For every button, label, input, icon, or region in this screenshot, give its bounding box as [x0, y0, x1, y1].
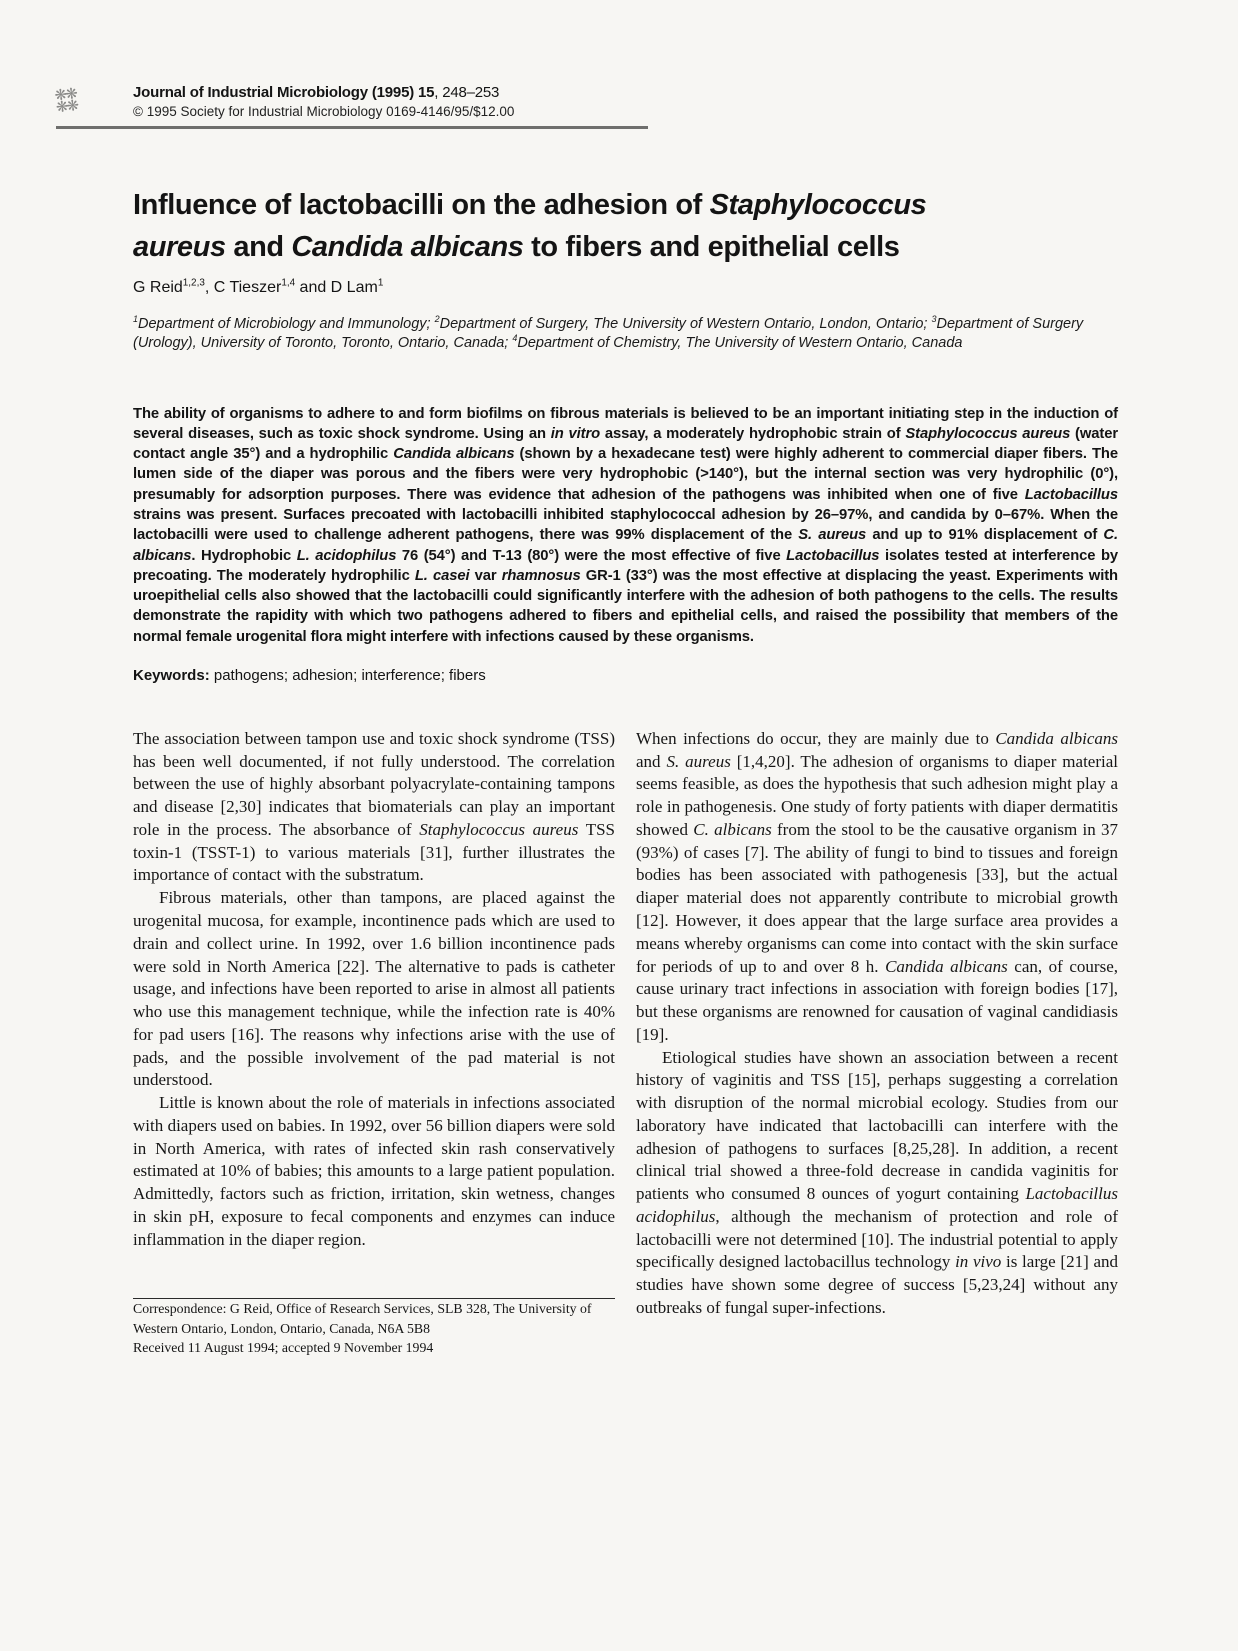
body-paragraph: Little is known about the role of materials in infections associated with diapers used on babies. In 1992, over 56 billion diapers were sold in North America, with rates of infected skin rash conservatively estimated at 10% of babies; this amounts to a large patient population. Admittedly, factors such as friction, irritation, skin wetness, changes in skin pH, exposure to fecal components and enzymes can induce inflammation in the diaper region. — [133, 1093, 615, 1249]
left-column — [133, 728, 615, 1358]
keywords-label: Keywords: — [133, 666, 210, 684]
abstract: The ability of organisms to adhere to and form biofilms on fibrous materials is believed to be an important initiating step in the induction of several diseases, such as toxic shock syndrome. Using an in vitro assay, a moderately hydrophobic strain of Staphylococcus aureus (water contact angle 35°) and a hydrophilic Candida albicans (shown by a hexadecane test) were highly adherent to commercial diaper fibers. The lumen side of the diaper was porous and the fibers were very hydrophobic (>140°), but the internal section was very hydrophilic (0°), presumably for adsorption purposes. There was evidence that adhesion of the pathogens was inhibited when one of five Lactobacillus strains was present. Surfaces precoated with lactobacilli inhibited staphylococcal adhesion by 26–97%, and candida by 0–67%. When the lactobacilli were used to challenge adherent pathogens, there was 99% displacement of the S. aureus and up to 91% displacement of C. albicans. Hydrophobic L. acidophilus 76 (54°) and T-13 (80°) were the most effective of five Lactobacillus isolates tested at interference by precoating. The moderately hydrophilic L. casei var rhamnosus GR-1 (33°) was the most effective at displacing the yeast. Experiments with uroepithelial cells also showed that the lactobacilli could significantly interfere with the adhesion of both pathogens to the cells. The results demonstrate the rapidity with which two pathogens adhered to fibers and epithelial cells, and raised the possibility that members of the normal female urogenital flora might interfere with infections caused by these organisms. — [133, 405, 1119, 645]
body-paragraph: The association between tampon use and toxic shock syndrome (TSS) has been well documented, if not fully understood. The correlation between the use of highly absorbant polyacrylate-containing tampons and disease [2,30] indicates that biomaterials can play an important role in the process. The absorbance of Staphylococcus aureus TSS toxin-1 (TSST-1) to various materials [31], further illustrates the importance of contact with the substratum. — [133, 728, 616, 885]
keywords-text: pathogens; adhesion; interference; fibers — [213, 666, 486, 684]
footnote-text: Correspondence: G Reid, Office of Research Services, SLB 328, The University of Western Ontario, London, Ontario, Canada, N6A 5B8 Received 11 August 1994; accepted 9 November 1994 — [133, 1301, 592, 1356]
journal-citation: Journal of Industrial Microbiology (1995) 15, 248–253 — [133, 84, 500, 101]
correspondence-footnote — [133, 1298, 615, 1357]
article — [133, 170, 1118, 1357]
body-columns — [133, 728, 1118, 1358]
affiliations: $^1$Department of Microbiology and Immunology; $^2$Department of Surgery, The University of Western Ontario, London, Ontario; $^3$Department of Surgery (Urology), University of Toronto, Toronto, Ontario, Canada; $^4$Department of Chemistry, The University of Western Ontario, Canada — [133, 314, 1084, 352]
body-paragraph: When infections do occur, they are mainly due to Candida albicans and S. aureus [1,4,20]. The adhesion of organisms to diaper material seems feasible, as does the hypothesis that such adhesion might play a role in pathogenesis. One study of forty patients with diaper dermatitis showed C. albicans from the stool to be the causative organism in 37 (93%) of cases [7]. The ability of fungi to bind to tissues and foreign bodies has been associated with pathogenesis [33], but the actual diaper material does not apparently contribute to microbial growth [12]. However, it does appear that the large surface area provides a means whereby organisms can come into contact with the skin surface for periods of up to and over 8 h. Candida albicans can, of course, cause urinary tract infections in association with foreign bodies [17], but these organisms are renowned for causation of vaginal candidiasis [19]. — [636, 728, 1119, 1044]
body-paragraph: Fibrous materials, other than tampons, are placed against the urogenital mucosa, for example, incontinence pads which are used to drain and collect urine. In 1992, over 1.6 billion incontinence pads were sold in North America [22]. The alternative to pads is catheter usage, and infections have been reported to arise in almost all patients who use this management technique, while the infection rate is 40% for pad users [16]. The reasons why infections arise with the use of pads, and the possible involvement of the pad material is not understood. — [133, 888, 615, 1090]
article-title: Influence of lactobacilli on the adhesion of Staphylococcus aureus and Candida albicans to fibers and epithelial cells — [133, 189, 927, 264]
journal-masthead — [133, 84, 833, 119]
keywords-line — [133, 667, 1118, 684]
body-paragraph: Etiological studies have shown an association between a recent history of vaginitis and TSS [15], perhaps suggesting a correlation with disruption of the normal microbial ecology. Studies from our laboratory have indicated that lactobacilli can interfere with the adhesion of pathogens to surfaces [8,25,28]. In addition, a recent clinical trial showed a three-fold decrease in candida vaginitis for patients who consumed 8 ounces of yogurt containing Lactobacillus acidophilus, although the mechanism of protection and role of lactobacilli were not determined [10]. The industrial potential to apply specifically designed lactobacillus technology in vivo is large [21] and studies have shown some degree of success [5,23,24] without any outbreaks of fungal super-infections. — [636, 1047, 1119, 1317]
header-divider — [56, 126, 648, 129]
publisher-logo-icon: ❋❋ ❋❋ — [53, 85, 78, 117]
authors-line: G Reid$^{1,2,3}$, C Tieszer$^{1,4}$ and D Lam$^1$ — [133, 277, 384, 297]
copyright-line: © 1995 Society for Industrial Microbiology 0169-4146/95/$12.00 — [133, 104, 515, 119]
right-column — [636, 728, 1118, 1358]
